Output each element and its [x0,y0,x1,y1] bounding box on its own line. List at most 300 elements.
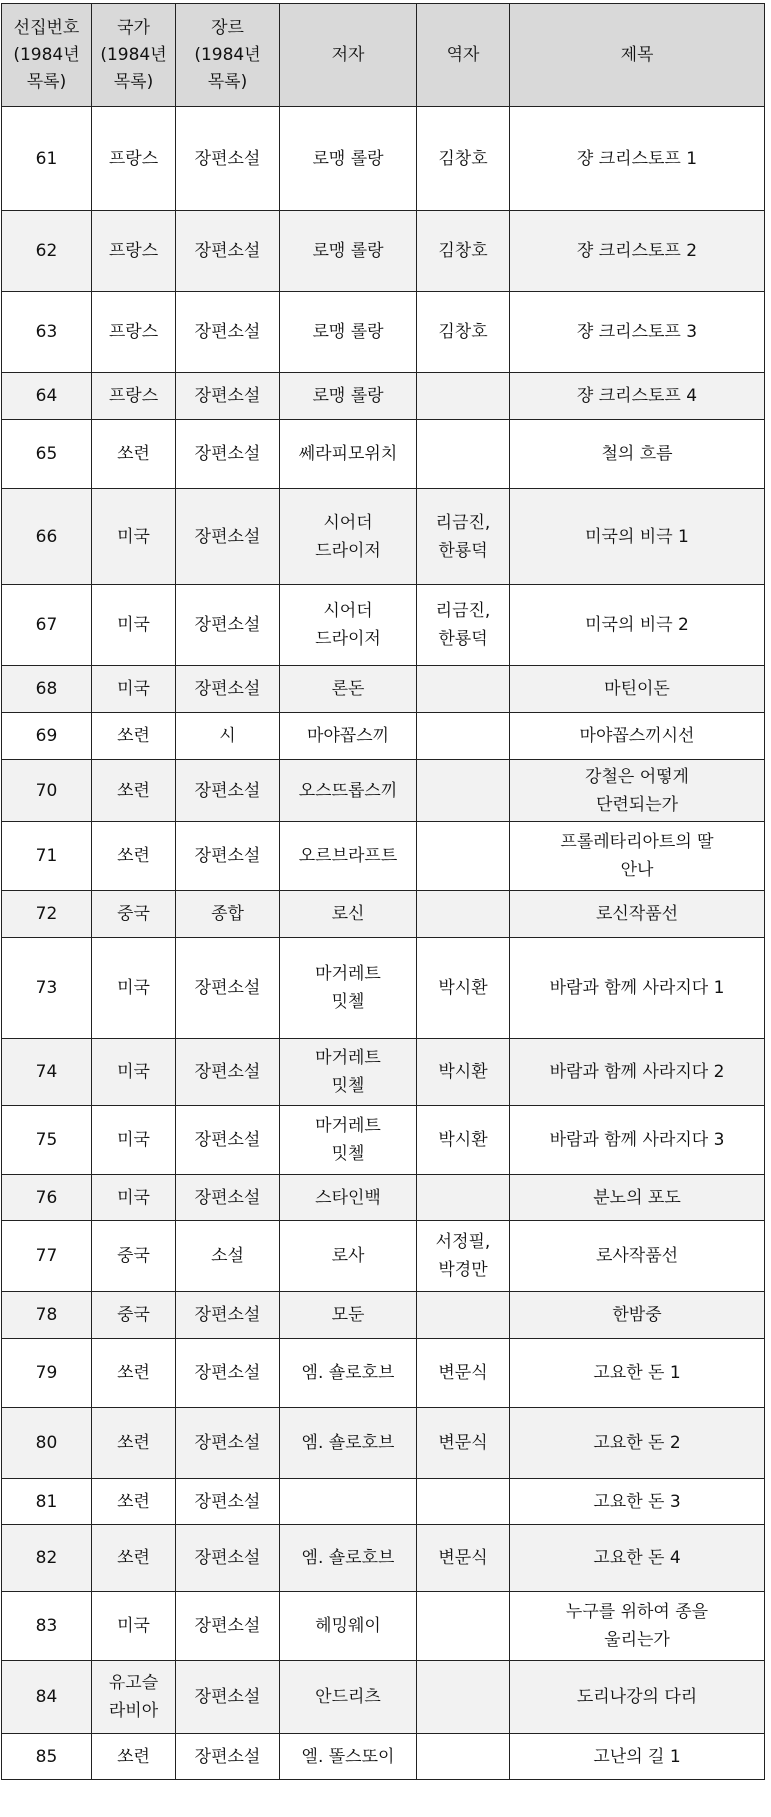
cell-country-text: 프랑스 [108,322,159,342]
cell-country-text: 미국 [117,1616,150,1636]
header-translator [417,4,510,107]
cell-country-text: 유고슬 라비아 [108,1673,159,1721]
cell-country [92,489,176,585]
cell-author [280,1592,417,1661]
cell-country-text: 쏘련 [117,1491,150,1512]
cell-country [92,1175,176,1221]
cell-country-text: 쏘련 [117,444,150,464]
cell-number-text: 77 [35,1246,58,1266]
cell-country [92,822,176,891]
cell-translator [417,1525,510,1592]
cell-number-text: 63 [35,322,58,342]
cell-number-text: 75 [35,1130,58,1150]
cell-genre [176,713,280,760]
cell-country-text: 미국 [117,615,150,635]
cell-title-text: 바람과 함께 사라지다 1 [549,978,725,998]
cell-genre [176,211,280,292]
cell-genre [176,1592,280,1661]
cell-country-text: 쏘련 [117,780,150,801]
cell-title-text: 바람과 함께 사라지다 2 [549,1062,725,1082]
cell-number-text: 71 [35,846,58,866]
table-row [2,1408,765,1479]
cell-genre [176,1734,280,1780]
cell-number [2,211,92,292]
cell-title [510,292,765,373]
cell-number-text: 76 [35,1187,58,1208]
cell-country [92,1339,176,1408]
cell-author [280,713,417,760]
cell-country-text: 미국 [117,1130,150,1150]
cell-title [510,1175,765,1221]
cell-translator-text: 박시환 [438,978,488,998]
table-row [2,1479,765,1525]
cell-genre [176,1175,280,1221]
cell-number [2,822,92,891]
header-number-label: 선집번호 (1984년 목록) [13,17,80,92]
cell-author [280,211,417,292]
cell-author-text: 엠. 숄로호브 [301,1548,395,1568]
header-translator-label: 역자 [446,44,480,65]
cell-number [2,1175,92,1221]
table-row [2,1106,765,1175]
table-body [2,107,765,1780]
cell-translator [417,489,510,585]
cell-genre-text: 종합 [211,904,244,924]
cell-title [510,1292,765,1339]
cell-title-text: 미국의 비극 2 [585,615,689,635]
cell-country [92,1106,176,1175]
cell-title [510,1408,765,1479]
cell-country-text: 쏘련 [117,1363,150,1383]
cell-genre-text: 장편소설 [194,148,261,169]
cell-country-text: 중국 [117,904,150,924]
cell-translator [417,1661,510,1734]
cell-author [280,1525,417,1592]
cell-genre-text: 장편소설 [194,1548,261,1568]
header-row [2,4,765,107]
cell-translator-text: 서정필, 박경만 [435,1232,491,1280]
cell-number [2,1525,92,1592]
cell-genre-text: 장편소설 [194,1491,261,1512]
cell-translator [417,1039,510,1106]
cell-number-text: 72 [35,904,58,924]
cell-author-text: 모둔 [331,1305,365,1325]
cell-translator [417,1292,510,1339]
cell-author-text: 로맹 롤랑 [312,322,384,342]
cell-number [2,489,92,585]
cell-translator [417,107,510,211]
cell-title [510,1525,765,1592]
cell-title-text: 고요한 돈 2 [593,1433,681,1453]
cell-genre [176,585,280,666]
table-row [2,822,765,891]
cell-title-text: 누구를 위하여 종을 울리는가 [565,1602,709,1650]
cell-genre [176,1479,280,1525]
cell-number [2,891,92,938]
cell-title [510,1592,765,1661]
cell-genre [176,1221,280,1292]
cell-title [510,1039,765,1106]
cell-number [2,585,92,666]
cell-genre-text: 장편소설 [194,1687,261,1707]
cell-author [280,938,417,1039]
cell-translator-text: 김창호 [438,241,488,261]
table-row [2,211,765,292]
header-genre [176,4,280,107]
cell-title [510,1479,765,1525]
cell-country-text: 미국 [117,679,150,699]
cell-number [2,1734,92,1780]
cell-country [92,1592,176,1661]
cell-country [92,713,176,760]
cell-number-text: 80 [35,1433,58,1453]
header-title [510,4,765,107]
cell-translator [417,1592,510,1661]
cell-country [92,107,176,211]
cell-author-text: 로사 [331,1246,365,1266]
cell-number [2,1106,92,1175]
cell-number [2,938,92,1039]
table-row [2,373,765,420]
cell-genre [176,489,280,585]
cell-translator [417,1734,510,1780]
cell-number-text: 79 [35,1363,58,1383]
cell-country [92,1734,176,1780]
cell-author [280,891,417,938]
cell-translator-text: 박시환 [438,1130,488,1150]
cell-title-text: 미국의 비극 1 [585,526,689,547]
cell-translator [417,292,510,373]
cell-number [2,1479,92,1525]
cell-translator [417,1408,510,1479]
cell-translator [417,585,510,666]
cell-country [92,420,176,489]
header-country-label: 국가 (1984년 목록) [100,17,167,92]
cell-genre [176,1106,280,1175]
cell-author-text: 마거레트 밋첼 [315,964,381,1012]
cell-title-text: 고요한 돈 3 [593,1491,681,1512]
cell-genre [176,891,280,938]
cell-title [510,822,765,891]
cell-author [280,822,417,891]
cell-title [510,666,765,713]
cell-country [92,760,176,822]
cell-country [92,1221,176,1292]
cell-genre-text: 장편소설 [194,1130,261,1150]
cell-author-text: 시어더 드라이저 [315,601,381,649]
cell-country [92,292,176,373]
cell-country [92,666,176,713]
cell-country-text: 쏘련 [117,1433,150,1453]
cell-country [92,1039,176,1106]
cell-country-text: 프랑스 [108,148,159,169]
cell-genre-text: 장편소설 [194,1746,261,1767]
header-genre-label: 장르 (1984년 목록) [194,17,261,92]
cell-genre-text: 시 [219,726,236,746]
cell-translator [417,760,510,822]
cell-title [510,1106,765,1175]
cell-author-text: 마야꼽스끼 [306,726,390,746]
cell-genre-text: 장편소설 [194,1187,261,1208]
table-row [2,938,765,1039]
table-row [2,420,765,489]
cell-author [280,1479,417,1525]
cell-country [92,1479,176,1525]
cell-translator [417,1339,510,1408]
cell-country [92,373,176,420]
cell-country-text: 미국 [117,526,150,547]
cell-number-text: 69 [35,726,58,746]
table-row [2,760,765,822]
cell-author-text: 마거레트 밋첼 [315,1048,381,1096]
cell-author [280,1292,417,1339]
cell-translator [417,713,510,760]
cell-genre [176,822,280,891]
cell-translator [417,1106,510,1175]
cell-author-text: 론돈 [331,679,365,699]
cell-genre [176,938,280,1039]
table-row [2,1734,765,1780]
cell-title [510,420,765,489]
table-row [2,107,765,211]
cell-title-text: 마틴이돈 [604,679,670,699]
cell-country-text: 미국 [117,978,150,998]
cell-genre [176,1039,280,1106]
cell-number-text: 78 [35,1305,58,1325]
cell-translator-text: 리금진, 한룡덕 [435,601,491,649]
cell-title [510,1339,765,1408]
cell-title [510,585,765,666]
header-title-label: 제목 [620,44,654,65]
cell-number [2,373,92,420]
cell-number-text: 68 [35,679,58,699]
cell-genre [176,1661,280,1734]
cell-author [280,585,417,666]
cell-author-text: 로맹 롤랑 [312,386,384,406]
cell-title-text: 도리나강의 다리 [576,1687,698,1707]
cell-number-text: 62 [35,241,58,261]
cell-author [280,1661,417,1734]
cell-title-text: 바람과 함께 사라지다 3 [549,1130,725,1150]
cell-author [280,420,417,489]
cell-title [510,211,765,292]
table-row [2,666,765,713]
cell-genre-text: 장편소설 [194,780,261,801]
cell-translator [417,822,510,891]
table-row [2,1039,765,1106]
cell-country [92,211,176,292]
table-row [2,1592,765,1661]
cell-title [510,938,765,1039]
cell-translator-text: 김창호 [438,322,488,342]
cell-genre-text: 장편소설 [194,846,261,866]
cell-number-text: 64 [35,386,58,406]
book-list-table [1,3,765,1780]
cell-translator [417,1221,510,1292]
cell-title-text: 쟝 크리스토프 4 [576,386,698,406]
cell-translator [417,373,510,420]
cell-genre-text: 장편소설 [194,322,261,342]
cell-title [510,489,765,585]
cell-number [2,1339,92,1408]
cell-author [280,666,417,713]
cell-translator-text: 변문식 [438,1548,488,1568]
cell-author-text: 로신 [331,904,365,924]
cell-country-text: 프랑스 [108,386,159,406]
cell-genre-text: 장편소설 [194,1433,261,1453]
cell-genre [176,1339,280,1408]
table-row [2,891,765,938]
cell-country-text: 중국 [117,1305,150,1325]
cell-country [92,585,176,666]
cell-author-text: 엠. 숄로호브 [301,1433,395,1453]
cell-country-text: 프랑스 [108,241,159,261]
cell-number-text: 82 [35,1548,58,1568]
cell-title-text: 쟝 크리스토프 1 [576,148,698,169]
cell-title-text: 쟝 크리스토프 2 [576,241,698,261]
cell-translator [417,211,510,292]
cell-author-text: 쎄라피모위치 [298,444,398,464]
cell-number-text: 67 [35,615,58,635]
cell-author-text: 엠. 숄로호브 [301,1363,395,1383]
cell-author-text: 오르브라프트 [298,846,398,866]
cell-author-text: 로맹 롤랑 [312,148,384,169]
table-row [2,585,765,666]
cell-genre-text: 장편소설 [194,679,261,699]
cell-country-text: 미국 [117,1187,150,1208]
table-row [2,292,765,373]
cell-country-text: 중국 [117,1246,150,1266]
cell-genre [176,420,280,489]
cell-genre-text: 장편소설 [194,1062,261,1082]
cell-title-text: 로신작품선 [595,904,679,924]
cell-genre [176,760,280,822]
cell-author-text: 마거레트 밋첼 [315,1116,381,1164]
cell-author [280,107,417,211]
cell-number-text: 66 [35,526,58,547]
cell-number [2,1592,92,1661]
cell-number-text: 74 [35,1062,58,1082]
cell-number [2,666,92,713]
cell-genre [176,373,280,420]
cell-title-text: 로사작품선 [595,1246,679,1266]
cell-number-text: 85 [35,1746,58,1767]
cell-translator-text: 리금진, 한룡덕 [435,512,491,561]
table-row [2,1525,765,1592]
cell-title [510,713,765,760]
cell-number [2,107,92,211]
cell-author [280,292,417,373]
cell-title [510,373,765,420]
cell-translator [417,891,510,938]
cell-genre [176,1408,280,1479]
cell-author-text: 시어더 드라이저 [315,512,381,561]
cell-genre-text: 장편소설 [194,526,261,547]
cell-country [92,891,176,938]
table-row [2,1292,765,1339]
cell-genre [176,1525,280,1592]
cell-number [2,760,92,822]
cell-title [510,760,765,822]
cell-genre-text: 장편소설 [194,615,261,635]
cell-number [2,1292,92,1339]
cell-title [510,891,765,938]
cell-number-text: 70 [35,780,58,801]
cell-translator [417,1175,510,1221]
cell-translator [417,666,510,713]
cell-title-text: 쟝 크리스토프 3 [576,322,698,342]
cell-number [2,1039,92,1106]
cell-author-text: 엘. 똘스또이 [301,1746,395,1767]
table-row [2,1175,765,1221]
cell-author-text: 스타인백 [315,1187,381,1208]
cell-number [2,1408,92,1479]
cell-translator-text: 김창호 [438,148,488,169]
cell-title [510,1661,765,1734]
table-row [2,489,765,585]
cell-translator [417,938,510,1039]
cell-author [280,1734,417,1780]
cell-genre [176,666,280,713]
cell-country [92,1661,176,1734]
cell-genre-text: 장편소설 [194,978,261,998]
cell-title-text: 고요한 돈 4 [593,1548,681,1568]
cell-translator-text: 박시환 [438,1062,488,1082]
cell-author [280,373,417,420]
cell-title-text: 고난의 길 1 [593,1746,681,1767]
table-row [2,1339,765,1408]
cell-author-text: 로맹 롤랑 [312,241,384,261]
cell-number [2,1221,92,1292]
cell-title [510,1734,765,1780]
cell-translator [417,1479,510,1525]
cell-title [510,107,765,211]
cell-number-text: 83 [35,1616,58,1636]
cell-number-text: 81 [35,1491,58,1512]
cell-translator-text: 변문식 [438,1363,488,1383]
cell-title-text: 철의 흐름 [601,444,673,464]
cell-genre [176,1292,280,1339]
cell-number-text: 84 [35,1687,58,1707]
cell-number [2,292,92,373]
cell-title-text: 고요한 돈 1 [593,1363,681,1383]
header-country [92,4,176,107]
cell-country [92,1408,176,1479]
cell-country [92,1525,176,1592]
cell-country-text: 쏘련 [117,846,150,866]
table-row [2,1221,765,1292]
cell-genre-text: 장편소설 [194,1305,261,1325]
cell-genre-text: 장편소설 [194,1363,261,1383]
cell-title-text: 마야꼽스끼시선 [579,726,695,746]
cell-translator-text: 변문식 [438,1433,488,1453]
cell-number [2,1661,92,1734]
cell-author-text: 안드리츠 [315,1687,381,1707]
header-author-label: 저자 [331,44,365,65]
cell-author [280,760,417,822]
cell-country-text: 쏘련 [117,1746,150,1767]
cell-author-text: 헤밍웨이 [315,1616,381,1636]
cell-author [280,1106,417,1175]
cell-country-text: 쏘련 [117,726,150,746]
cell-genre [176,292,280,373]
header-number [2,4,92,107]
cell-translator [417,420,510,489]
cell-country-text: 미국 [117,1062,150,1082]
cell-number [2,713,92,760]
cell-genre [176,107,280,211]
cell-title [510,1221,765,1292]
